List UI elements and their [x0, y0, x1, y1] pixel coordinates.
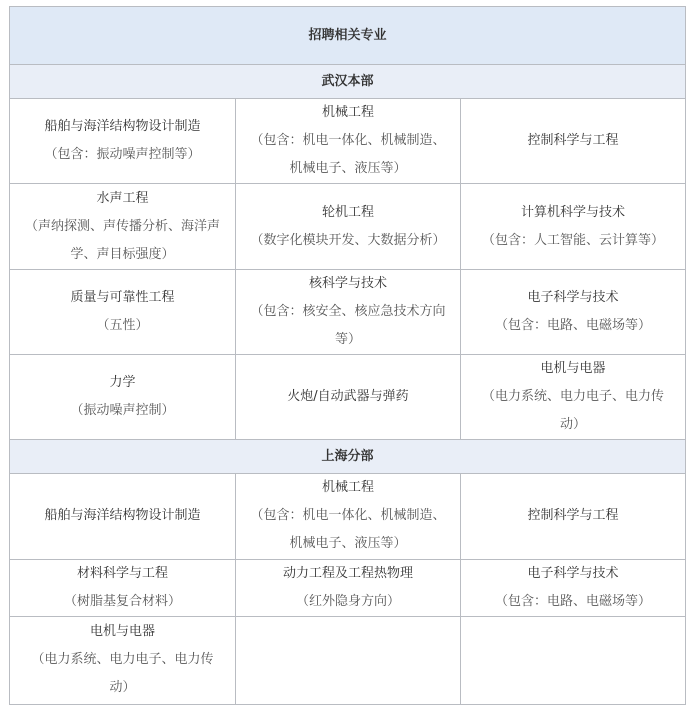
major-cell [461, 99, 686, 184]
major-name: 质量与可靠性工程 [70, 289, 175, 305]
major-cell [10, 269, 236, 354]
major-cell [10, 616, 236, 704]
major-cell [236, 474, 461, 559]
major-name: 机械工程 [321, 480, 374, 496]
table-row [10, 354, 686, 439]
major-cell [461, 616, 686, 704]
section-row [10, 440, 686, 474]
major-name: 船舶与海洋结构物设计制造 [44, 119, 201, 135]
major-cell [10, 474, 236, 559]
table-row [10, 559, 686, 616]
majors-table [9, 6, 686, 705]
major-cell [461, 474, 686, 559]
major-cell [236, 559, 461, 616]
section-row [10, 65, 686, 99]
major-detail: （数字化模块开发、大数据分析） [250, 232, 446, 248]
major-cell [236, 99, 461, 184]
table-row [10, 99, 686, 184]
major-cell [461, 354, 686, 439]
major-detail: 动） [109, 680, 136, 696]
major-detail: （声纳探测、声传播分析、海洋声 [24, 218, 220, 234]
major-name: 电子科学与技术 [527, 565, 619, 581]
major-detail: （包含：核安全、核应急技术方向 [250, 303, 446, 319]
section-header: 上海分部 [10, 440, 686, 474]
section-header: 武汉本部 [10, 65, 686, 99]
major-detail: （振动噪声控制） [70, 403, 175, 419]
table-title: 招聘相关专业 [10, 7, 686, 65]
major-detail: （包含：机电一体化、机械制造、 [250, 508, 446, 524]
major-detail: 机械电子、液压等） [289, 161, 407, 177]
major-detail: （包含：电路、电磁场等） [495, 593, 652, 609]
major-detail: （包含：电路、电磁场等） [495, 317, 652, 333]
major-cell [10, 99, 236, 184]
major-cell [461, 184, 686, 269]
majors-table-body [10, 7, 686, 705]
major-detail: （红外隐身方向） [295, 593, 400, 609]
major-detail: 机械电子、液压等） [289, 536, 407, 552]
major-cell [10, 184, 236, 269]
major-name: 火炮/自动武器与弹药 [287, 389, 409, 405]
major-name: 计算机科学与技术 [521, 204, 626, 220]
table-row [10, 474, 686, 559]
major-cell [461, 269, 686, 354]
major-name: 力学 [109, 375, 136, 391]
major-cell [10, 354, 236, 439]
major-cell [236, 269, 461, 354]
major-name: 电机与电器 [89, 624, 155, 640]
table-row [10, 184, 686, 269]
major-detail: （五性） [96, 317, 149, 333]
major-name: 电子科学与技术 [527, 289, 619, 305]
major-name: 材料科学与工程 [76, 565, 168, 581]
major-name: 水声工程 [96, 190, 149, 206]
table-row [10, 269, 686, 354]
major-cell [10, 559, 236, 616]
title-row [10, 7, 686, 65]
major-detail: （电力系统、电力电子、电力传 [482, 389, 665, 405]
major-name: 电机与电器 [540, 361, 606, 377]
major-cell [236, 184, 461, 269]
major-name: 核科学与技术 [308, 275, 387, 291]
major-detail: （包含：振动噪声控制等） [44, 147, 201, 163]
major-cell [236, 616, 461, 704]
table-row [10, 616, 686, 704]
major-name: 控制科学与工程 [527, 133, 619, 149]
major-detail: （包含：机电一体化、机械制造、 [250, 133, 446, 149]
major-cell [236, 354, 461, 439]
major-detail: （树脂基复合材料） [63, 593, 181, 609]
major-name: 机械工程 [321, 105, 374, 121]
major-detail: 等） [334, 331, 361, 347]
major-detail: （包含：人工智能、云计算等） [482, 232, 665, 248]
major-detail: （电力系统、电力电子、电力传 [31, 652, 214, 668]
major-name: 动力工程及工程热物理 [282, 565, 413, 581]
major-detail: 动） [560, 417, 587, 433]
major-name: 控制科学与工程 [527, 508, 619, 524]
major-cell [461, 559, 686, 616]
major-name: 船舶与海洋结构物设计制造 [44, 508, 201, 524]
major-name: 轮机工程 [321, 204, 374, 220]
major-detail: 学、声目标强度） [70, 246, 175, 262]
